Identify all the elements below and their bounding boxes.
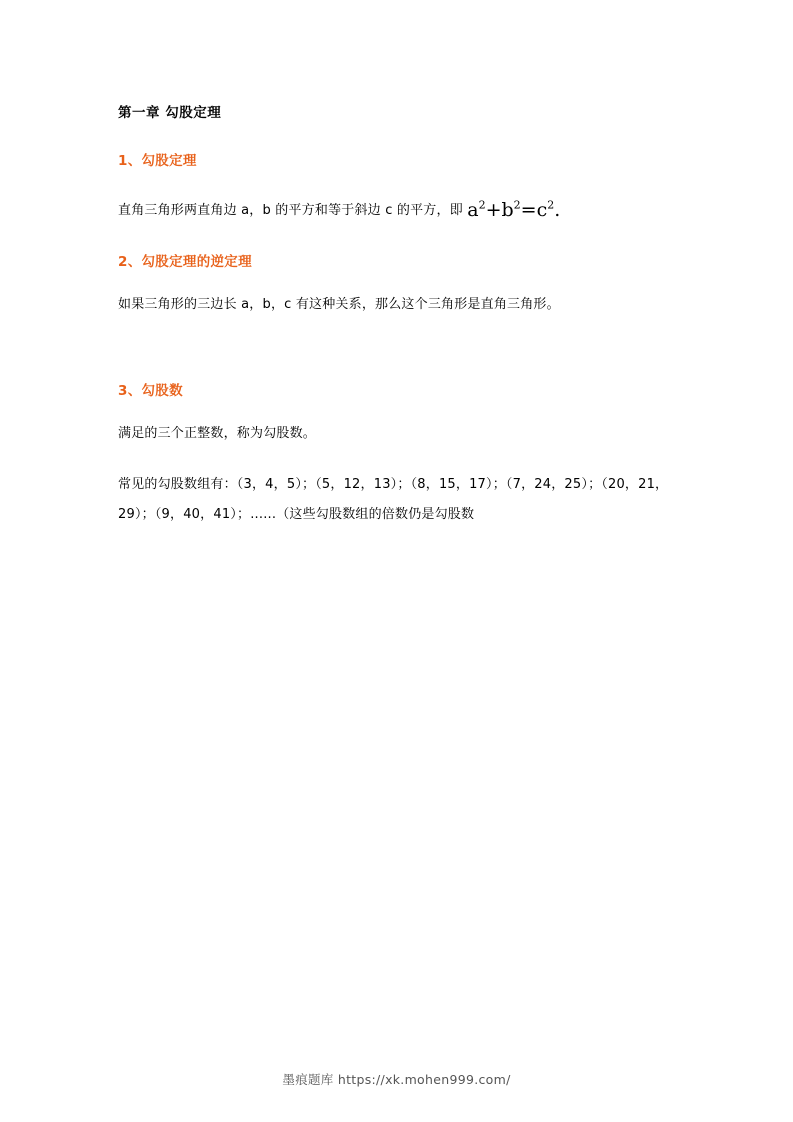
section-1-body xyxy=(118,191,678,230)
section-2-body: 如果三角形的三边长 a，b，c 有这种关系，那么这个三角形是直角三角形。 xyxy=(118,297,560,313)
section-3-body: 满足的三个正整数，称为勾股数。 xyxy=(118,426,317,442)
page-title: 第一章 勾股定理 xyxy=(118,105,222,121)
section-3-examples: 常见的勾股数组有：（3，4，5）；（5，12，13）；（8，15，17）；（7，24，25）；（20，21，29）；（9，40，41）；......（这些勾股数组的倍数仍是勾股数 xyxy=(118,476,669,523)
section-heading-3: 3、勾股数 xyxy=(118,382,183,399)
section-1-text: 直角三角形两直角边 a，b 的平方和等于斜边 c 的平方，即 xyxy=(118,203,468,219)
document-content xyxy=(118,104,678,531)
pythagorean-formula: $a^2+b^2=c^2$. xyxy=(467,198,561,222)
section-spacer xyxy=(118,341,678,381)
section-heading-2: 2、勾股定理的逆定理 xyxy=(118,254,252,271)
section-heading-1: 1、勾股定理 xyxy=(118,152,197,169)
footer-watermark: 墨痕题库 https://xk.mohen999.com/ xyxy=(282,1072,511,1087)
